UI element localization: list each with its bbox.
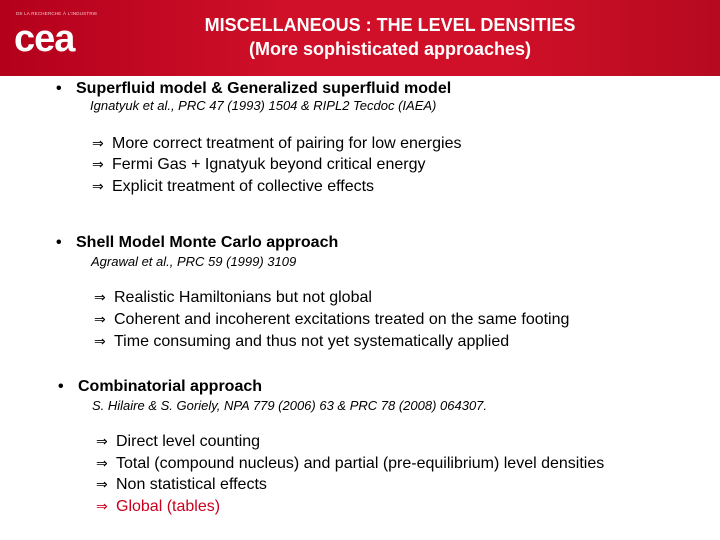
list-item-text: More correct treatment of pairing for low energies <box>112 135 462 152</box>
implies-icon: ⇒ <box>96 477 108 493</box>
list-item <box>96 454 604 474</box>
section-heading-text: Shell Model Monte Carlo approach <box>76 234 339 251</box>
list-item-text: Direct level counting <box>116 433 261 450</box>
list-item-highlight <box>96 497 220 517</box>
section-heading <box>58 377 262 397</box>
implies-icon: ⇒ <box>96 499 108 515</box>
implies-icon: ⇒ <box>92 157 104 173</box>
slide-subtitle: (More sophisticated approaches) <box>248 39 532 59</box>
list-item <box>94 332 509 352</box>
list-item-text: Global (tables) <box>116 498 221 515</box>
section-reference: S. Hilaire & S. Goriely, NPA 779 (2006) 63 & PRC 78 (2008) 064307. <box>92 398 488 413</box>
list-item <box>94 288 372 308</box>
section-heading <box>56 233 338 253</box>
section-heading <box>56 79 451 99</box>
list-item-text: Realistic Hamiltonians but not global <box>114 289 372 306</box>
section-reference: Agrawal et al., PRC 59 (1999) 3109 <box>91 254 297 269</box>
list-item <box>94 310 569 330</box>
bullet-icon: • <box>56 234 62 251</box>
section-heading-text: Superfluid model & Generalized superfluid model <box>76 80 452 97</box>
implies-icon: ⇒ <box>96 434 108 450</box>
section-heading-text: Combinatorial approach <box>78 378 263 395</box>
cea-logo: cea <box>14 18 75 60</box>
logo-tagline: DE LA RECHERCHE À L'INDUSTRIE <box>16 11 98 16</box>
implies-icon: ⇒ <box>92 179 104 195</box>
list-item <box>96 475 267 495</box>
implies-icon: ⇒ <box>94 312 106 328</box>
section-reference: Ignatyuk et al., PRC 47 (1993) 1504 & RIPL2 Tecdoc (IAEA) <box>90 98 437 113</box>
implies-icon: ⇒ <box>96 456 108 472</box>
list-item-text: Total (compound nucleus) and partial (pre-equilibrium) level densities <box>116 455 605 472</box>
bullet-icon: • <box>58 378 64 395</box>
list-item <box>92 155 425 175</box>
list-item-text: Coherent and incoherent excitations treated on the same footing <box>114 311 570 328</box>
implies-icon: ⇒ <box>94 334 106 350</box>
implies-icon: ⇒ <box>92 136 104 152</box>
list-item-text: Explicit treatment of collective effects <box>112 178 375 195</box>
list-item <box>92 134 461 154</box>
implies-icon: ⇒ <box>94 290 106 306</box>
list-item <box>92 177 374 197</box>
list-item-text: Fermi Gas + Ignatyuk beyond critical energy <box>112 156 426 173</box>
list-item-text: Time consuming and thus not yet systematically applied <box>114 333 510 350</box>
bullet-icon: • <box>56 80 62 97</box>
header-banner <box>0 0 720 76</box>
slide-title: MISCELLANEOUS : THE LEVEL DENSITIES <box>204 15 576 35</box>
list-item-text: Non statistical effects <box>116 476 267 493</box>
list-item <box>96 432 260 452</box>
